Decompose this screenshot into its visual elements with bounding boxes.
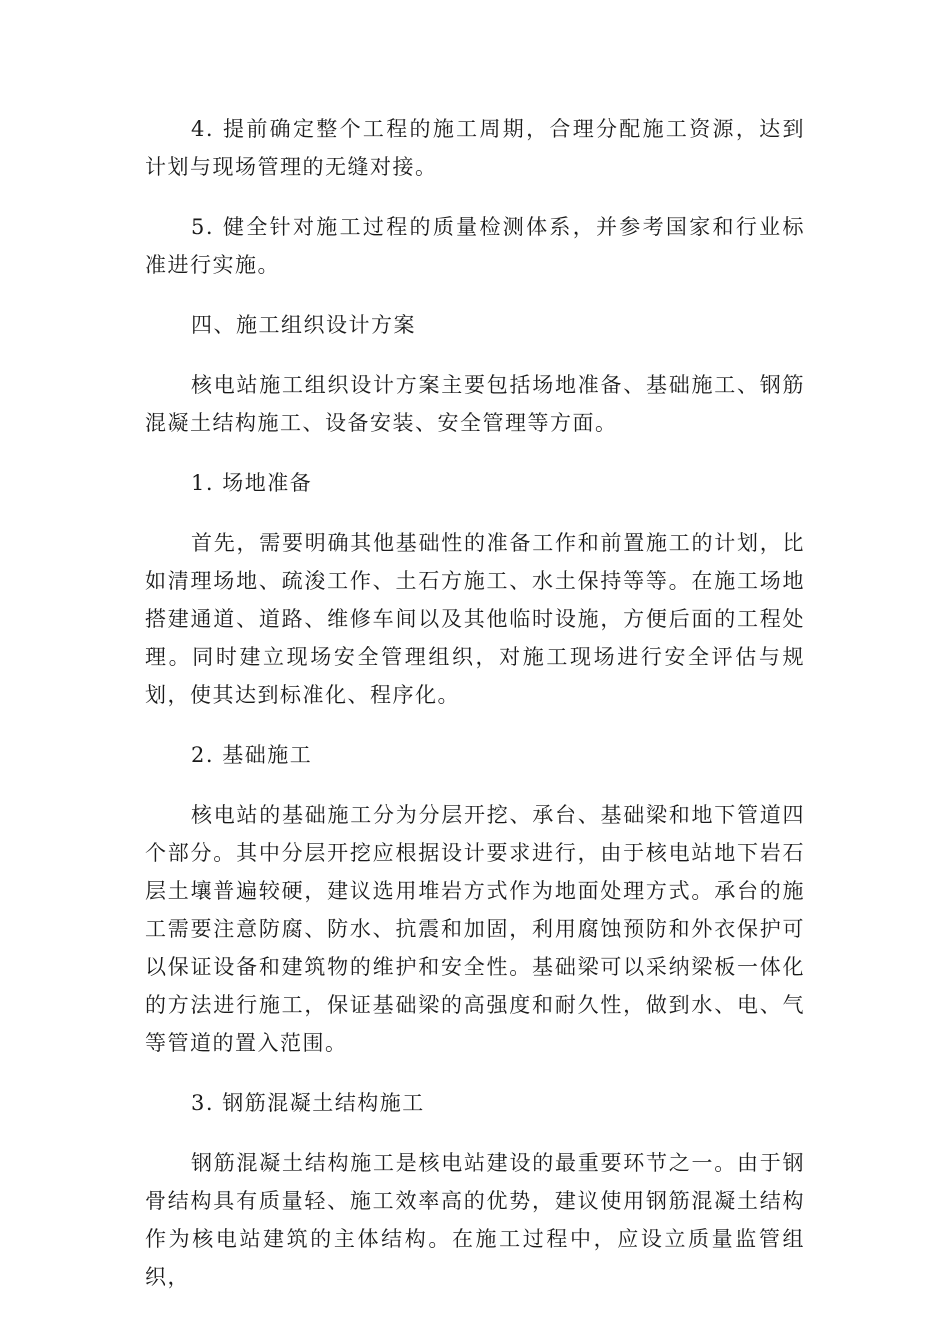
- body-paragraph-site-prep: 首先，需要明确其他基础性的准备工作和前置施工的计划，比如清理场地、疏浚工作、土石方施工、水土保持等等。在施工场地搭建通道、道路、维修车间以及其他临时设施，方便后面的工程处理。同时建立现场安全管理组织，对施工现场进行安全评估与规划，使其达到标准化、程序化。: [145, 531, 805, 707]
- subheading-concrete: 3. 钢筋混凝土结构施工: [191, 1091, 425, 1115]
- list-item-5: 5. 健全针对施工过程的质量检测体系，并参考国家和行业标准进行实施。: [145, 215, 805, 277]
- subheading-site-prep: 1. 场地准备: [191, 471, 313, 495]
- document-page: [145, 110, 805, 1318]
- subheading-foundation: 2. 基础施工: [191, 743, 313, 767]
- body-paragraph-concrete: 钢筋混凝土结构施工是核电站建设的最重要环节之一。由于钢骨结构具有质量轻、施工效率高的优势，建议使用钢筋混凝土结构作为核电站建筑的主体结构。在施工过程中，应设立质量监管组织，: [145, 1151, 805, 1289]
- body-paragraph-overview: 核电站施工组织设计方案主要包括场地准备、基础施工、钢筋混凝土结构施工、设备安装、安全管理等方面。: [145, 373, 805, 435]
- section-heading-4: 四、施工组织设计方案: [191, 313, 416, 337]
- body-paragraph-foundation: 核电站的基础施工分为分层开挖、承台、基础梁和地下管道四个部分。其中分层开挖应根据设计要求进行，由于核电站地下岩石层土壤普遍较硬，建议选用堆岩方式作为地面处理方式。承台的施工需要注意防腐、防水、抗震和加固，利用腐蚀预防和外衣保护可以保证设备和建筑物的维护和安全性。基础梁可以采纳梁板一体化的方法进行施工，保证基础梁的高强度和耐久性，做到水、电、气等管道的置入范围。: [145, 803, 805, 1055]
- list-item-4: 4. 提前确定整个工程的施工周期，合理分配施工资源，达到计划与现场管理的无缝对接。: [145, 117, 805, 179]
